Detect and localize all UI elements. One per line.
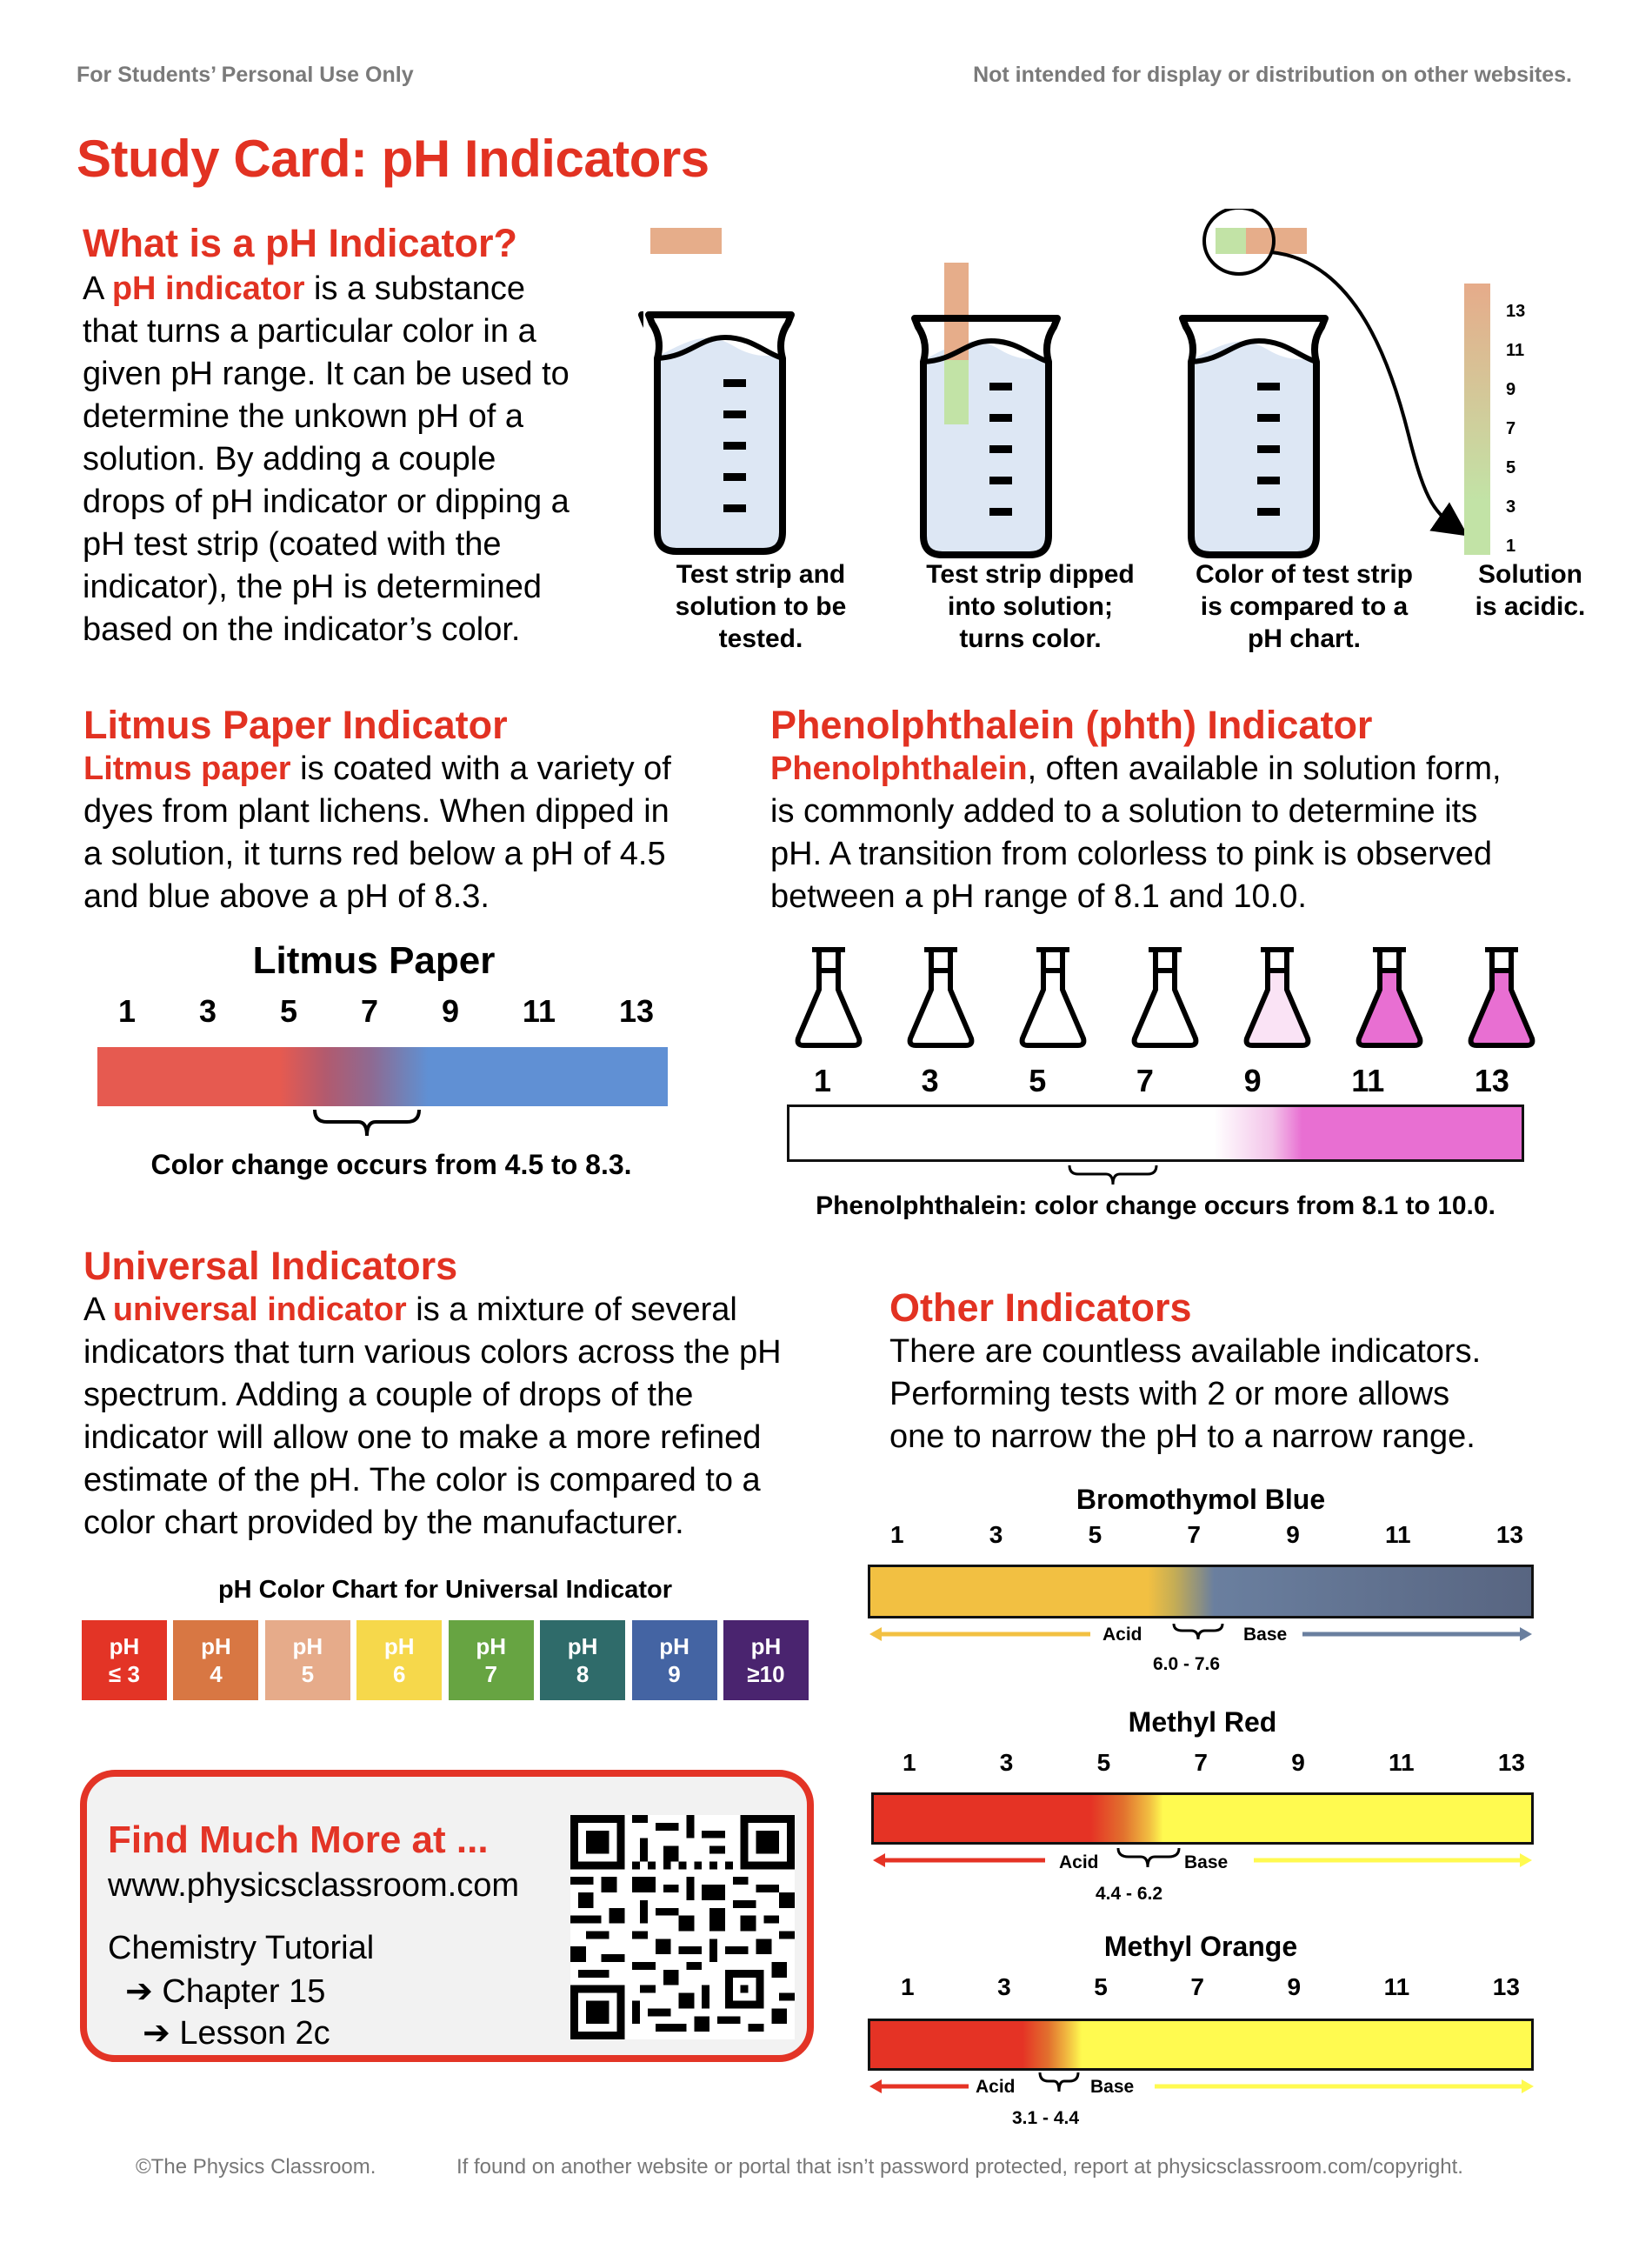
header-left: For Students’ Personal Use Only <box>77 63 414 87</box>
phth-note: Phenolphthalein: color change occurs from 8.1 to 10.0. <box>816 1191 1495 1220</box>
caption-step-3 <box>1174 558 1435 655</box>
term-universal-indicator: universal indicator <box>112 1291 407 1328</box>
tick: 7 <box>1187 1521 1201 1548</box>
tick: 11 <box>1384 1521 1411 1548</box>
text: A <box>83 270 112 307</box>
text: pH <box>109 1633 140 1659</box>
flask-icon <box>905 946 976 1049</box>
tick: 13 <box>1497 1749 1525 1776</box>
tick: 3 <box>989 1521 1003 1548</box>
phth-ticks <box>814 1063 1509 1099</box>
tick: 7 <box>1136 1063 1154 1098</box>
what-is-body <box>83 268 622 651</box>
swatch-ph-3 <box>82 1620 167 1700</box>
swatch-ph-4 <box>173 1620 258 1700</box>
base-label: Base <box>1184 1852 1229 1872</box>
universal-body <box>83 1289 849 1545</box>
footer-left: ©The Physics Classroom. <box>136 2155 376 2179</box>
dry-strip-icon <box>650 228 722 254</box>
text: 7 <box>484 1661 497 1687</box>
text: estimate of the pH. The color is compared to a <box>83 1462 761 1498</box>
flask-icon <box>1129 946 1201 1049</box>
text: tested. <box>718 624 803 653</box>
litmus-brace-icon <box>97 1106 668 1145</box>
scale-label: 7 <box>1506 419 1516 438</box>
universal-heading: Universal Indicators <box>83 1244 458 1288</box>
text: between a pH range of 8.1 and 10.0. <box>770 878 1307 915</box>
caption-step-1 <box>648 558 874 655</box>
other-section <box>889 1285 1620 1458</box>
indicator-ticks <box>890 1521 1523 1549</box>
litmus-heading: Litmus Paper Indicator <box>83 703 508 747</box>
text: indicators that turn various colors across the pH <box>83 1334 782 1371</box>
flask-icon <box>793 946 864 1049</box>
text: that turns a particular color in a <box>83 313 536 350</box>
litmus-body <box>83 748 744 918</box>
text: pH. A transition from colorless to pink is observed <box>770 836 1493 872</box>
text: and blue above a pH of 8.3. <box>83 878 490 915</box>
scale-label: 1 <box>1506 537 1516 556</box>
text: turns color. <box>959 624 1102 653</box>
text: 8 <box>576 1661 590 1687</box>
promo-chapter: ➔ Chapter 15 <box>125 1973 326 2010</box>
tick: 5 <box>1094 1973 1108 2000</box>
tick: 7 <box>360 993 378 1029</box>
tick: 7 <box>1190 1973 1204 2000</box>
litmus-chart <box>97 939 668 1181</box>
base-label: Base <box>1243 1625 1288 1645</box>
tick: 3 <box>999 1749 1014 1776</box>
tick: 13 <box>1474 1063 1509 1098</box>
qr-code-icon[interactable] <box>570 1813 795 2041</box>
tick: 5 <box>279 993 297 1029</box>
phth-body <box>770 748 1605 918</box>
text: pH <box>201 1633 231 1659</box>
text: solution. By adding a couple <box>83 441 496 477</box>
tick: 9 <box>441 993 459 1029</box>
tick: 1 <box>901 1973 915 2000</box>
indicator-color-bar <box>868 1565 1534 1618</box>
swatch-ph-10 <box>723 1620 809 1700</box>
indicator-title: Bromothymol Blue <box>1076 1484 1326 1515</box>
other-body <box>889 1331 1620 1458</box>
what-is-section <box>83 221 622 651</box>
swatch-ph-5 <box>265 1620 350 1700</box>
ph-scale-labels <box>1506 292 1525 566</box>
scale-label: 3 <box>1506 497 1516 517</box>
text: 6 <box>393 1661 406 1687</box>
text: , often available in solution form, <box>1027 751 1502 787</box>
acid-label: Acid <box>1059 1852 1099 1872</box>
indicator-ticks <box>903 1749 1525 1777</box>
text: is a mixture of several <box>406 1291 737 1328</box>
indicator-bromothymol-blue <box>868 1484 1534 1674</box>
footer-right: If found on another website or portal that isn’t password protected, report at physicsclassroom.com/copyright. <box>456 2155 1463 2179</box>
ph-scale-strip <box>1464 284 1490 555</box>
swatch-ph-6 <box>356 1620 442 1700</box>
text: is compared to a <box>1200 592 1409 621</box>
phth-brace-icon <box>1026 1164 1200 1190</box>
range-label: 6.0 - 7.6 <box>1153 1654 1221 1674</box>
text: Color of test strip <box>1195 560 1413 589</box>
tick: 5 <box>1088 1521 1102 1548</box>
universal-chart-title: pH Color Chart for Universal Indicator <box>217 1576 673 1604</box>
text: pH <box>750 1633 782 1659</box>
beakers-graphic <box>643 209 1652 574</box>
text: Test strip and <box>676 560 846 589</box>
indicator-color-bar <box>871 1792 1534 1845</box>
swatch-ph-9 <box>632 1620 717 1700</box>
indicator-methyl-red <box>871 1706 1534 1904</box>
text: ≤ 3 <box>109 1661 140 1687</box>
base-label: Base <box>1090 2077 1135 2097</box>
text: determine the unkown pH of a <box>83 398 523 435</box>
phenolphthalein-section <box>770 703 1605 918</box>
flask-icon <box>1017 946 1089 1049</box>
acid-label: Acid <box>976 2077 1016 2097</box>
tick: 1 <box>814 1063 832 1098</box>
tick: 9 <box>1291 1749 1305 1776</box>
text: one to narrow the pH to a narrow range. <box>889 1418 1475 1455</box>
scale-label: 11 <box>1506 341 1525 360</box>
tick: 11 <box>1388 1749 1415 1776</box>
text: pH <box>383 1633 415 1659</box>
litmus-section <box>83 703 744 918</box>
caption-step-4 <box>1452 558 1609 623</box>
beaker-row <box>643 209 1652 574</box>
page-title: Study Card: pH Indicators <box>77 130 709 188</box>
text: is coated with a variety of <box>290 751 671 787</box>
compared-strip-icon <box>1216 228 1246 254</box>
swatch-ph-7 <box>449 1620 534 1700</box>
text: indicator), the pH is determined <box>83 569 543 605</box>
universal-swatches <box>82 1620 809 1700</box>
text: There are countless available indicators. <box>889 1333 1482 1370</box>
tick: 7 <box>1194 1749 1208 1776</box>
flask-icon <box>1242 946 1313 1049</box>
text: drops of pH indicator or dipping a <box>83 484 570 520</box>
text: pH <box>476 1633 507 1659</box>
term-ph-indicator: pH indicator <box>111 270 305 307</box>
indicator-ticks <box>901 1973 1520 2001</box>
tick: 3 <box>921 1063 939 1098</box>
promo-lesson: ➔ Lesson 2c <box>143 2015 330 2052</box>
tick: 11 <box>1383 1973 1410 2000</box>
what-is-heading: What is a pH Indicator? <box>83 221 518 265</box>
tick: 13 <box>618 993 654 1029</box>
term-litmus: Litmus paper <box>83 751 291 787</box>
litmus-ticks <box>118 993 654 1030</box>
promo-heading: Find Much More at ... <box>108 1819 489 1861</box>
text: Solution <box>1478 560 1582 589</box>
tick: 1 <box>890 1521 904 1548</box>
flask-icon <box>1466 946 1537 1049</box>
swatch-ph-8 <box>540 1620 625 1700</box>
text: pH chart. <box>1247 624 1362 653</box>
indicator-acid-base-arrows <box>868 2071 1534 2106</box>
scale-label: 13 <box>1506 302 1526 321</box>
indicator-methyl-orange <box>868 1931 1534 2128</box>
text: pH <box>292 1633 323 1659</box>
scale-label: 9 <box>1506 380 1516 399</box>
tick: 5 <box>1096 1749 1111 1776</box>
caption-step-2 <box>909 558 1152 655</box>
text: is acidic. <box>1475 592 1586 621</box>
indicator-title: Methyl Red <box>1128 1706 1277 1738</box>
promo-tutorial: Chemistry Tutorial <box>108 1930 375 1966</box>
text: is a substance <box>304 270 525 307</box>
tick: 11 <box>522 993 556 1029</box>
tick: 3 <box>997 1973 1011 2000</box>
tick: 11 <box>1351 1063 1385 1098</box>
tick: 9 <box>1286 1521 1300 1548</box>
range-label: 4.4 - 6.2 <box>1096 1884 1163 1904</box>
text: pH <box>659 1633 689 1659</box>
text: Performing tests with 2 or more allows <box>889 1376 1450 1412</box>
universal-section <box>83 1244 849 1545</box>
text: indicator will allow one to make a more refined <box>83 1419 762 1456</box>
flask-icon <box>1354 946 1425 1049</box>
phth-heading: Phenolphthalein (phth) Indicator <box>770 703 1373 747</box>
tick: 9 <box>1287 1973 1302 2000</box>
tick: 5 <box>1029 1063 1047 1098</box>
text: pH <box>567 1633 598 1659</box>
text: 4 <box>210 1661 223 1687</box>
text: is commonly added to a solution to determine its <box>770 793 1478 830</box>
text: A <box>83 1291 113 1328</box>
litmus-chart-title: Litmus Paper <box>252 939 496 982</box>
term-phenolphthalein: Phenolphthalein <box>770 751 1028 787</box>
tick: 1 <box>118 993 137 1029</box>
indicator-color-bar <box>868 2019 1534 2071</box>
text: 5 <box>301 1661 315 1687</box>
text: a solution, it turns red below a pH of 4.5 <box>83 836 666 872</box>
promo-url[interactable]: www.physicsclassroom.com <box>108 1867 519 1904</box>
text: 9 <box>668 1661 681 1687</box>
scale-label: 5 <box>1506 458 1516 477</box>
other-heading: Other Indicators <box>889 1285 1192 1330</box>
indicator-acid-base-arrows <box>868 1618 1534 1653</box>
tick: 1 <box>903 1749 916 1776</box>
header-right: Not intended for display or distribution on other websites. <box>973 63 1572 87</box>
acid-label: Acid <box>1102 1625 1142 1645</box>
indicator-title: Methyl Orange <box>1103 1931 1298 1962</box>
text: color chart provided by the manufacturer. <box>83 1505 684 1541</box>
text: given pH range. It can be used to <box>83 356 570 392</box>
text: solution to be <box>675 592 847 621</box>
tick: 13 <box>1495 1521 1523 1548</box>
text: Test strip dipped <box>926 560 1135 589</box>
range-label: 3.1 - 4.4 <box>1012 2108 1080 2128</box>
tick: 13 <box>1492 1973 1520 2000</box>
litmus-color-bar <box>97 1047 668 1106</box>
text: spectrum. Adding a couple of drops of the <box>83 1377 694 1413</box>
tick: 3 <box>198 993 217 1029</box>
text: dyes from plant lichens. When dipped in <box>83 793 669 830</box>
promo-box <box>80 1770 814 2062</box>
phth-color-bar <box>787 1104 1524 1162</box>
text: into solution; <box>948 592 1113 621</box>
litmus-note: Color change occurs from 4.5 to 8.3. <box>150 1149 632 1180</box>
phth-flasks <box>793 946 1537 1049</box>
text: pH test strip (coated with the <box>83 526 502 563</box>
tick: 9 <box>1243 1063 1262 1098</box>
text: ≥10 <box>747 1661 785 1687</box>
text: based on the indicator’s color. <box>83 611 521 648</box>
